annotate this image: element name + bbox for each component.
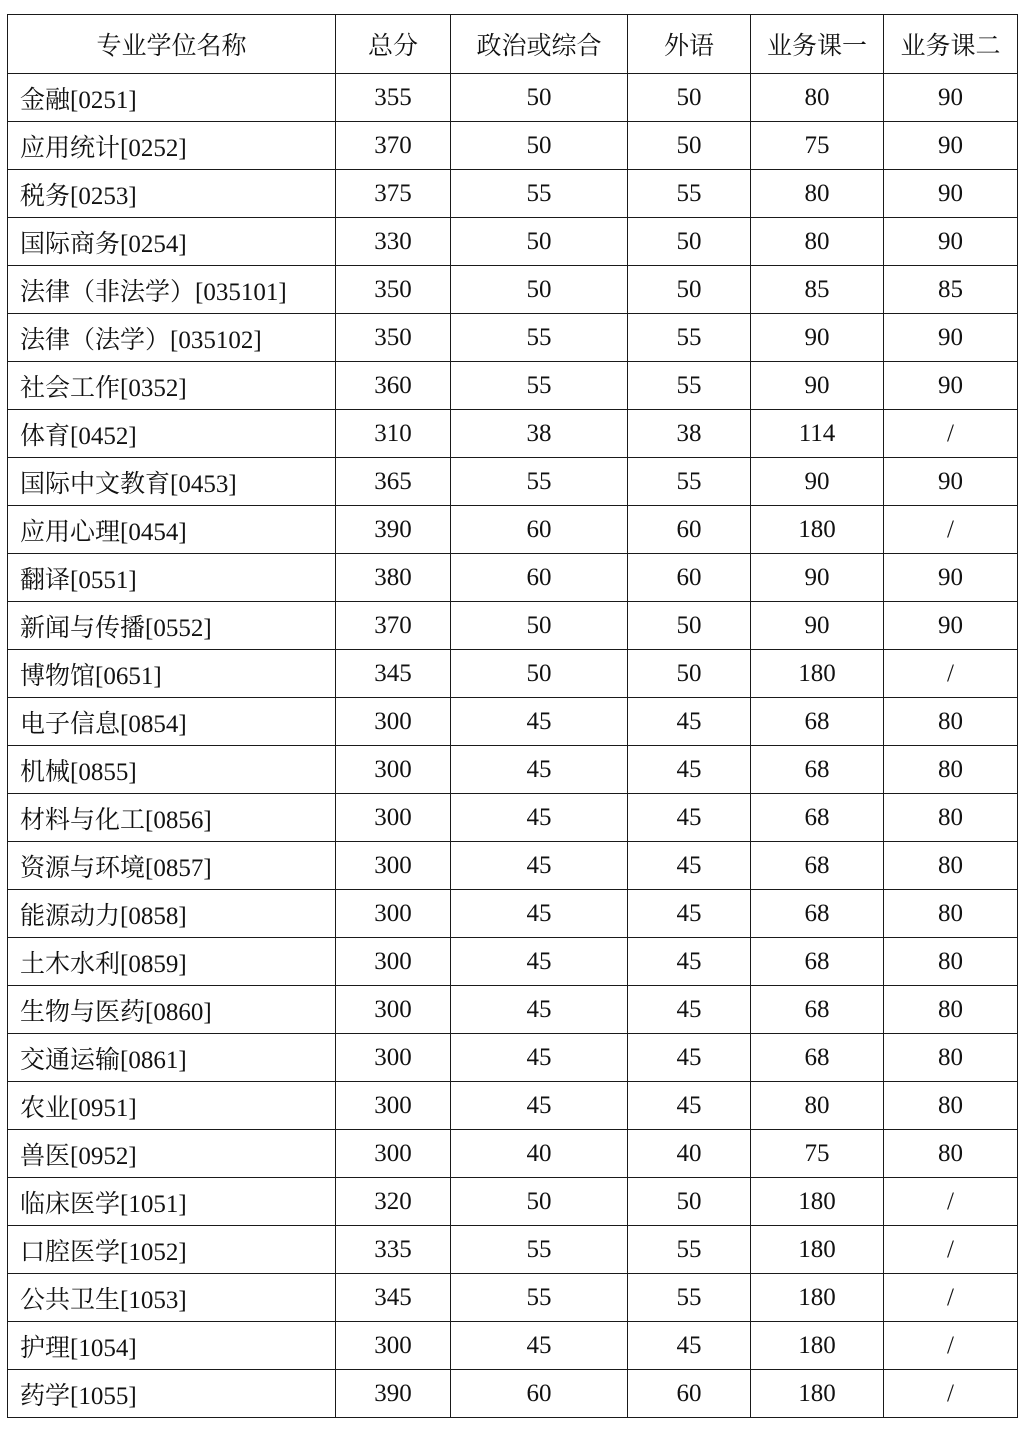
table-row [8, 1274, 1018, 1322]
foreign-language-cell: 38 [628, 410, 751, 458]
course-two-cell: 80 [884, 794, 1018, 842]
course-two-cell: 80 [884, 698, 1018, 746]
course-two-cell: / [884, 506, 1018, 554]
table-row [8, 458, 1018, 506]
total-cell: 335 [336, 1226, 451, 1274]
course-two-cell: 90 [884, 602, 1018, 650]
course-one-cell: 85 [751, 266, 884, 314]
table-row [8, 314, 1018, 362]
course-two-cell: 90 [884, 314, 1018, 362]
politics-cell: 45 [451, 794, 628, 842]
total-cell: 300 [336, 938, 451, 986]
foreign-language-cell: 45 [628, 890, 751, 938]
table-row [8, 74, 1018, 122]
foreign-language-cell: 50 [628, 74, 751, 122]
header-course-two: 业务课二 [884, 15, 1018, 74]
course-one-cell: 68 [751, 794, 884, 842]
table-row [8, 1082, 1018, 1130]
politics-cell: 45 [451, 1322, 628, 1370]
header-degree-name: 专业学位名称 [8, 15, 336, 74]
politics-cell: 40 [451, 1130, 628, 1178]
table-row [8, 554, 1018, 602]
course-one-cell: 180 [751, 1322, 884, 1370]
foreign-language-cell: 55 [628, 170, 751, 218]
foreign-language-cell: 50 [628, 218, 751, 266]
total-cell: 320 [336, 1178, 451, 1226]
score-table [7, 14, 1018, 1418]
course-two-cell: 80 [884, 938, 1018, 986]
total-cell: 375 [336, 170, 451, 218]
politics-cell: 50 [451, 1178, 628, 1226]
course-two-cell: 80 [884, 1130, 1018, 1178]
table-row [8, 842, 1018, 890]
header-course-one: 业务课一 [751, 15, 884, 74]
course-one-cell: 90 [751, 602, 884, 650]
politics-cell: 55 [451, 458, 628, 506]
degree-name-cell: 药学[1055] [8, 1370, 336, 1418]
course-one-cell: 68 [751, 746, 884, 794]
politics-cell: 45 [451, 1034, 628, 1082]
foreign-language-cell: 45 [628, 1034, 751, 1082]
total-cell: 300 [336, 698, 451, 746]
politics-cell: 50 [451, 266, 628, 314]
politics-cell: 45 [451, 890, 628, 938]
table-row [8, 602, 1018, 650]
table-row [8, 362, 1018, 410]
foreign-language-cell: 55 [628, 314, 751, 362]
table-row [8, 698, 1018, 746]
foreign-language-cell: 45 [628, 698, 751, 746]
table-row [8, 1322, 1018, 1370]
table-row [8, 938, 1018, 986]
course-one-cell: 75 [751, 122, 884, 170]
course-one-cell: 68 [751, 890, 884, 938]
foreign-language-cell: 55 [628, 458, 751, 506]
politics-cell: 50 [451, 650, 628, 698]
foreign-language-cell: 50 [628, 266, 751, 314]
politics-cell: 45 [451, 986, 628, 1034]
foreign-language-cell: 40 [628, 1130, 751, 1178]
foreign-language-cell: 45 [628, 1082, 751, 1130]
course-two-cell: 80 [884, 842, 1018, 890]
foreign-language-cell: 45 [628, 842, 751, 890]
politics-cell: 50 [451, 602, 628, 650]
header-foreign-language: 外语 [628, 15, 751, 74]
degree-name-cell: 法律（法学）[035102] [8, 314, 336, 362]
politics-cell: 55 [451, 1226, 628, 1274]
politics-cell: 55 [451, 1274, 628, 1322]
foreign-language-cell: 45 [628, 986, 751, 1034]
table-row [8, 218, 1018, 266]
total-cell: 300 [336, 746, 451, 794]
foreign-language-cell: 55 [628, 1226, 751, 1274]
course-one-cell: 180 [751, 506, 884, 554]
table-row [8, 650, 1018, 698]
politics-cell: 45 [451, 746, 628, 794]
total-cell: 365 [336, 458, 451, 506]
total-cell: 360 [336, 362, 451, 410]
degree-name-cell: 资源与环境[0857] [8, 842, 336, 890]
degree-name-cell: 新闻与传播[0552] [8, 602, 336, 650]
course-two-cell: 90 [884, 362, 1018, 410]
foreign-language-cell: 60 [628, 506, 751, 554]
course-two-cell: 80 [884, 1082, 1018, 1130]
politics-cell: 38 [451, 410, 628, 458]
course-two-cell: 80 [884, 890, 1018, 938]
course-one-cell: 90 [751, 362, 884, 410]
total-cell: 310 [336, 410, 451, 458]
politics-cell: 45 [451, 842, 628, 890]
course-one-cell: 68 [751, 1034, 884, 1082]
total-cell: 370 [336, 602, 451, 650]
header-politics: 政治或综合 [451, 15, 628, 74]
course-one-cell: 180 [751, 1178, 884, 1226]
course-one-cell: 68 [751, 938, 884, 986]
table-row [8, 1370, 1018, 1418]
total-cell: 345 [336, 1274, 451, 1322]
degree-name-cell: 法律（非法学）[035101] [8, 266, 336, 314]
degree-name-cell: 翻译[0551] [8, 554, 336, 602]
course-two-cell: / [884, 410, 1018, 458]
foreign-language-cell: 50 [628, 122, 751, 170]
degree-name-cell: 社会工作[0352] [8, 362, 336, 410]
degree-name-cell: 应用统计[0252] [8, 122, 336, 170]
politics-cell: 45 [451, 938, 628, 986]
table-row [8, 266, 1018, 314]
politics-cell: 50 [451, 122, 628, 170]
politics-cell: 50 [451, 218, 628, 266]
total-cell: 300 [336, 1082, 451, 1130]
course-two-cell: / [884, 1274, 1018, 1322]
table-row [8, 1034, 1018, 1082]
course-one-cell: 90 [751, 314, 884, 362]
foreign-language-cell: 45 [628, 794, 751, 842]
degree-name-cell: 电子信息[0854] [8, 698, 336, 746]
foreign-language-cell: 50 [628, 1178, 751, 1226]
degree-name-cell: 博物馆[0651] [8, 650, 336, 698]
degree-name-cell: 应用心理[0454] [8, 506, 336, 554]
course-one-cell: 80 [751, 74, 884, 122]
total-cell: 300 [336, 1034, 451, 1082]
table-row [8, 1226, 1018, 1274]
table-row [8, 986, 1018, 1034]
course-one-cell: 68 [751, 698, 884, 746]
degree-name-cell: 国际中文教育[0453] [8, 458, 336, 506]
header-total: 总分 [336, 15, 451, 74]
politics-cell: 60 [451, 1370, 628, 1418]
degree-name-cell: 交通运输[0861] [8, 1034, 336, 1082]
total-cell: 350 [336, 314, 451, 362]
course-one-cell: 90 [751, 458, 884, 506]
course-two-cell: / [884, 1370, 1018, 1418]
politics-cell: 60 [451, 554, 628, 602]
course-two-cell: / [884, 1226, 1018, 1274]
total-cell: 345 [336, 650, 451, 698]
politics-cell: 60 [451, 506, 628, 554]
total-cell: 300 [336, 890, 451, 938]
course-one-cell: 68 [751, 986, 884, 1034]
degree-name-cell: 土木水利[0859] [8, 938, 336, 986]
politics-cell: 50 [451, 74, 628, 122]
foreign-language-cell: 45 [628, 746, 751, 794]
table-row [8, 890, 1018, 938]
course-one-cell: 80 [751, 170, 884, 218]
degree-name-cell: 公共卫生[1053] [8, 1274, 336, 1322]
course-two-cell: 90 [884, 122, 1018, 170]
total-cell: 300 [336, 842, 451, 890]
table-row [8, 506, 1018, 554]
total-cell: 370 [336, 122, 451, 170]
course-one-cell: 80 [751, 1082, 884, 1130]
course-one-cell: 68 [751, 842, 884, 890]
table-row [8, 746, 1018, 794]
course-one-cell: 180 [751, 1226, 884, 1274]
course-two-cell: 90 [884, 74, 1018, 122]
politics-cell: 45 [451, 1082, 628, 1130]
total-cell: 300 [336, 1322, 451, 1370]
degree-name-cell: 生物与医药[0860] [8, 986, 336, 1034]
foreign-language-cell: 60 [628, 554, 751, 602]
course-one-cell: 180 [751, 1370, 884, 1418]
degree-name-cell: 能源动力[0858] [8, 890, 336, 938]
degree-name-cell: 材料与化工[0856] [8, 794, 336, 842]
foreign-language-cell: 45 [628, 1322, 751, 1370]
header-row [8, 15, 1018, 74]
course-two-cell: / [884, 1178, 1018, 1226]
course-two-cell: 80 [884, 1034, 1018, 1082]
foreign-language-cell: 50 [628, 602, 751, 650]
politics-cell: 55 [451, 362, 628, 410]
total-cell: 350 [336, 266, 451, 314]
degree-name-cell: 兽医[0952] [8, 1130, 336, 1178]
course-one-cell: 90 [751, 554, 884, 602]
table-body [8, 74, 1018, 1418]
total-cell: 330 [336, 218, 451, 266]
politics-cell: 55 [451, 314, 628, 362]
table-row [8, 1178, 1018, 1226]
table-row [8, 794, 1018, 842]
course-two-cell: 80 [884, 986, 1018, 1034]
degree-name-cell: 口腔医学[1052] [8, 1226, 336, 1274]
foreign-language-cell: 60 [628, 1370, 751, 1418]
table-row [8, 1130, 1018, 1178]
total-cell: 380 [336, 554, 451, 602]
course-two-cell: 85 [884, 266, 1018, 314]
table-row [8, 170, 1018, 218]
course-two-cell: 80 [884, 746, 1018, 794]
politics-cell: 45 [451, 698, 628, 746]
course-two-cell: 90 [884, 458, 1018, 506]
total-cell: 300 [336, 1130, 451, 1178]
total-cell: 390 [336, 1370, 451, 1418]
degree-name-cell: 农业[0951] [8, 1082, 336, 1130]
total-cell: 390 [336, 506, 451, 554]
total-cell: 300 [336, 986, 451, 1034]
politics-cell: 55 [451, 170, 628, 218]
degree-name-cell: 机械[0855] [8, 746, 336, 794]
course-one-cell: 180 [751, 1274, 884, 1322]
foreign-language-cell: 45 [628, 938, 751, 986]
total-cell: 355 [336, 74, 451, 122]
course-two-cell: / [884, 650, 1018, 698]
degree-name-cell: 国际商务[0254] [8, 218, 336, 266]
course-two-cell: / [884, 1322, 1018, 1370]
total-cell: 300 [336, 794, 451, 842]
foreign-language-cell: 55 [628, 362, 751, 410]
degree-name-cell: 体育[0452] [8, 410, 336, 458]
degree-name-cell: 金融[0251] [8, 74, 336, 122]
foreign-language-cell: 50 [628, 650, 751, 698]
course-one-cell: 80 [751, 218, 884, 266]
foreign-language-cell: 55 [628, 1274, 751, 1322]
course-two-cell: 90 [884, 554, 1018, 602]
course-two-cell: 90 [884, 170, 1018, 218]
degree-name-cell: 税务[0253] [8, 170, 336, 218]
degree-name-cell: 护理[1054] [8, 1322, 336, 1370]
degree-name-cell: 临床医学[1051] [8, 1178, 336, 1226]
course-one-cell: 75 [751, 1130, 884, 1178]
course-one-cell: 114 [751, 410, 884, 458]
table-row [8, 410, 1018, 458]
course-two-cell: 90 [884, 218, 1018, 266]
table-row [8, 122, 1018, 170]
course-one-cell: 180 [751, 650, 884, 698]
